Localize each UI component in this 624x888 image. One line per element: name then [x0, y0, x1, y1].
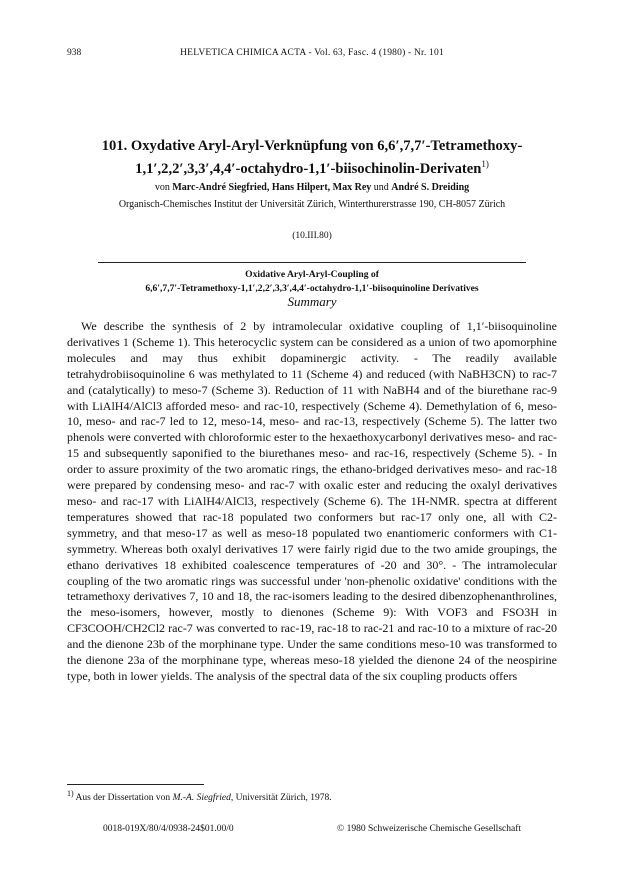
english-title-line1: Oxidative Aryl-Aryl-Coupling of — [245, 269, 379, 280]
footnote-rule — [67, 784, 204, 785]
author-last: André S. Dreiding — [391, 182, 470, 193]
footnote-text-after: Universität Zürich, 1978. — [235, 793, 332, 804]
footnote-author: M.-A. Siegfried, — [172, 793, 234, 804]
article-title — [60, 137, 564, 178]
summary-heading: Summary — [287, 294, 337, 309]
english-title-line2: 6,6′,7,7′-Tetramethoxy-1,1′,2,2′,3,3′,4,4′-octahydro-1,1′-biisoquinoline Derivatives — [145, 282, 479, 294]
title-footnote-mark: 1) — [481, 159, 489, 169]
footnote-mark: 1) — [67, 789, 74, 798]
article-code: 0018-019X/80/4/0938-24$01.00/0 — [103, 824, 234, 834]
article-title-line1: 101. Oxydative Aryl-Aryl-Verknüpfung von 6,6′,7,7′-Tetramethoxy- — [101, 138, 523, 154]
footnote — [67, 789, 557, 803]
footnote-text-before: Aus der Dissertation von — [75, 793, 171, 804]
institution: Organisch-Chemisches Institut der Universität Zürich, Winterthurerstrasse 190, CH-8057 Zürich — [118, 199, 506, 210]
page-number: 938 — [67, 48, 82, 58]
summary-body — [67, 319, 557, 685]
received-date: (10.III.80) — [292, 231, 332, 241]
english-title — [60, 268, 564, 295]
divider-rule — [98, 262, 526, 263]
author-names: Marc-André Siegfried, Hans Hilpert, Max Rey — [172, 182, 372, 193]
author-and: und — [373, 182, 389, 193]
journal-header: HELVETICA CHIMICA ACTA - Vol. 63, Fasc. 4 (1980) - Nr. 101 — [180, 48, 444, 58]
article-title-line2: 1,1′,2,2′,3,3′,4,4′-octahydro-1,1′-biisochinolin-Derivaten — [135, 160, 482, 177]
summary-paragraph: We describe the synthesis of 2 by intramolecular oxidative coupling of 1,1′-biisoquinoline derivatives 1 (Scheme 1). This heterocyclic system can be considered as a union of two apomorphine molecules and may thus exhibit dopaminergic activity. - The readily available tetrahydrobiisoquinoline 6 was methylated to 11 (Scheme 4) and reduced (with NaBH3CN) to rac-7 and (catalytically) to meso-7 (Scheme 3). Reduction of 11 with NaBH4 and of the biurethane rac-9 with LiAlH4/AlCl3 afforded meso- and rac-10, respectively (Scheme 4). Demethylation of 6, meso-10, meso- and rac-7 led to 12, meso-14, meso- and rac-13, respectively (Scheme 5). The latter two phenols were converted with chloroformic ester to the hexaethoxycarbonyl derivatives meso- and rac-15 and subsequently saponified to the biurethanes meso- and rac-16, respectively (Scheme 5). - In order to assure proximity of the two aromatic rings, the ethano-bridged derivatives meso- and rac-18 were prepared by condensing meso- and rac-7 with oxalic ester and reducing the oxalyl derivatives meso- and rac-17 with LiAlH4/AlCl3, respectively (Scheme 6). The 1H-NMR. spectra at different temperatures showed that rac-18 populated two conformers but rac-17 only one, all with C2-symmetry, and that meso-17 as well as meso-18 populated two enantiomeric conformers with C1-symmetry. Whereas both oxalyl derivatives 17 were fairly rigid due to the two amide groupings, the ethano derivatives 18 exhibited coalescence temperatures of -20 and 30°. - The intramolecular coupling of the two aromatic rings was successful under 'non-phenolic oxidative' conditions with the tetramethoxy derivatives 7, 10 and 18, the rac-isomers leading to the desired dibenzophenanthrolines, the meso-isomers, however, mostly to dienones (Scheme 9): With VOF3 and FSO3H in CF3COOH/CH2Cl2 rac-7 was converted to rac-19, rac-18 to rac-21 and rac-10 to a mixture of rac-20 and the dienone 23b of the morphinane type. Under the same conditions meso-10 was transformed to the dienone 23a of the morphinane type, whereas meso-18 yielded the dienone 24 of the neospirine type, both in lower yields. The analysis of the spectral data of the six coupling products offers — [67, 319, 557, 683]
running-head — [67, 48, 557, 62]
author-line — [60, 182, 564, 193]
author-prefix: von — [154, 182, 170, 193]
copyright: © 1980 Schweizerische Chemische Gesellschaft — [337, 824, 521, 834]
